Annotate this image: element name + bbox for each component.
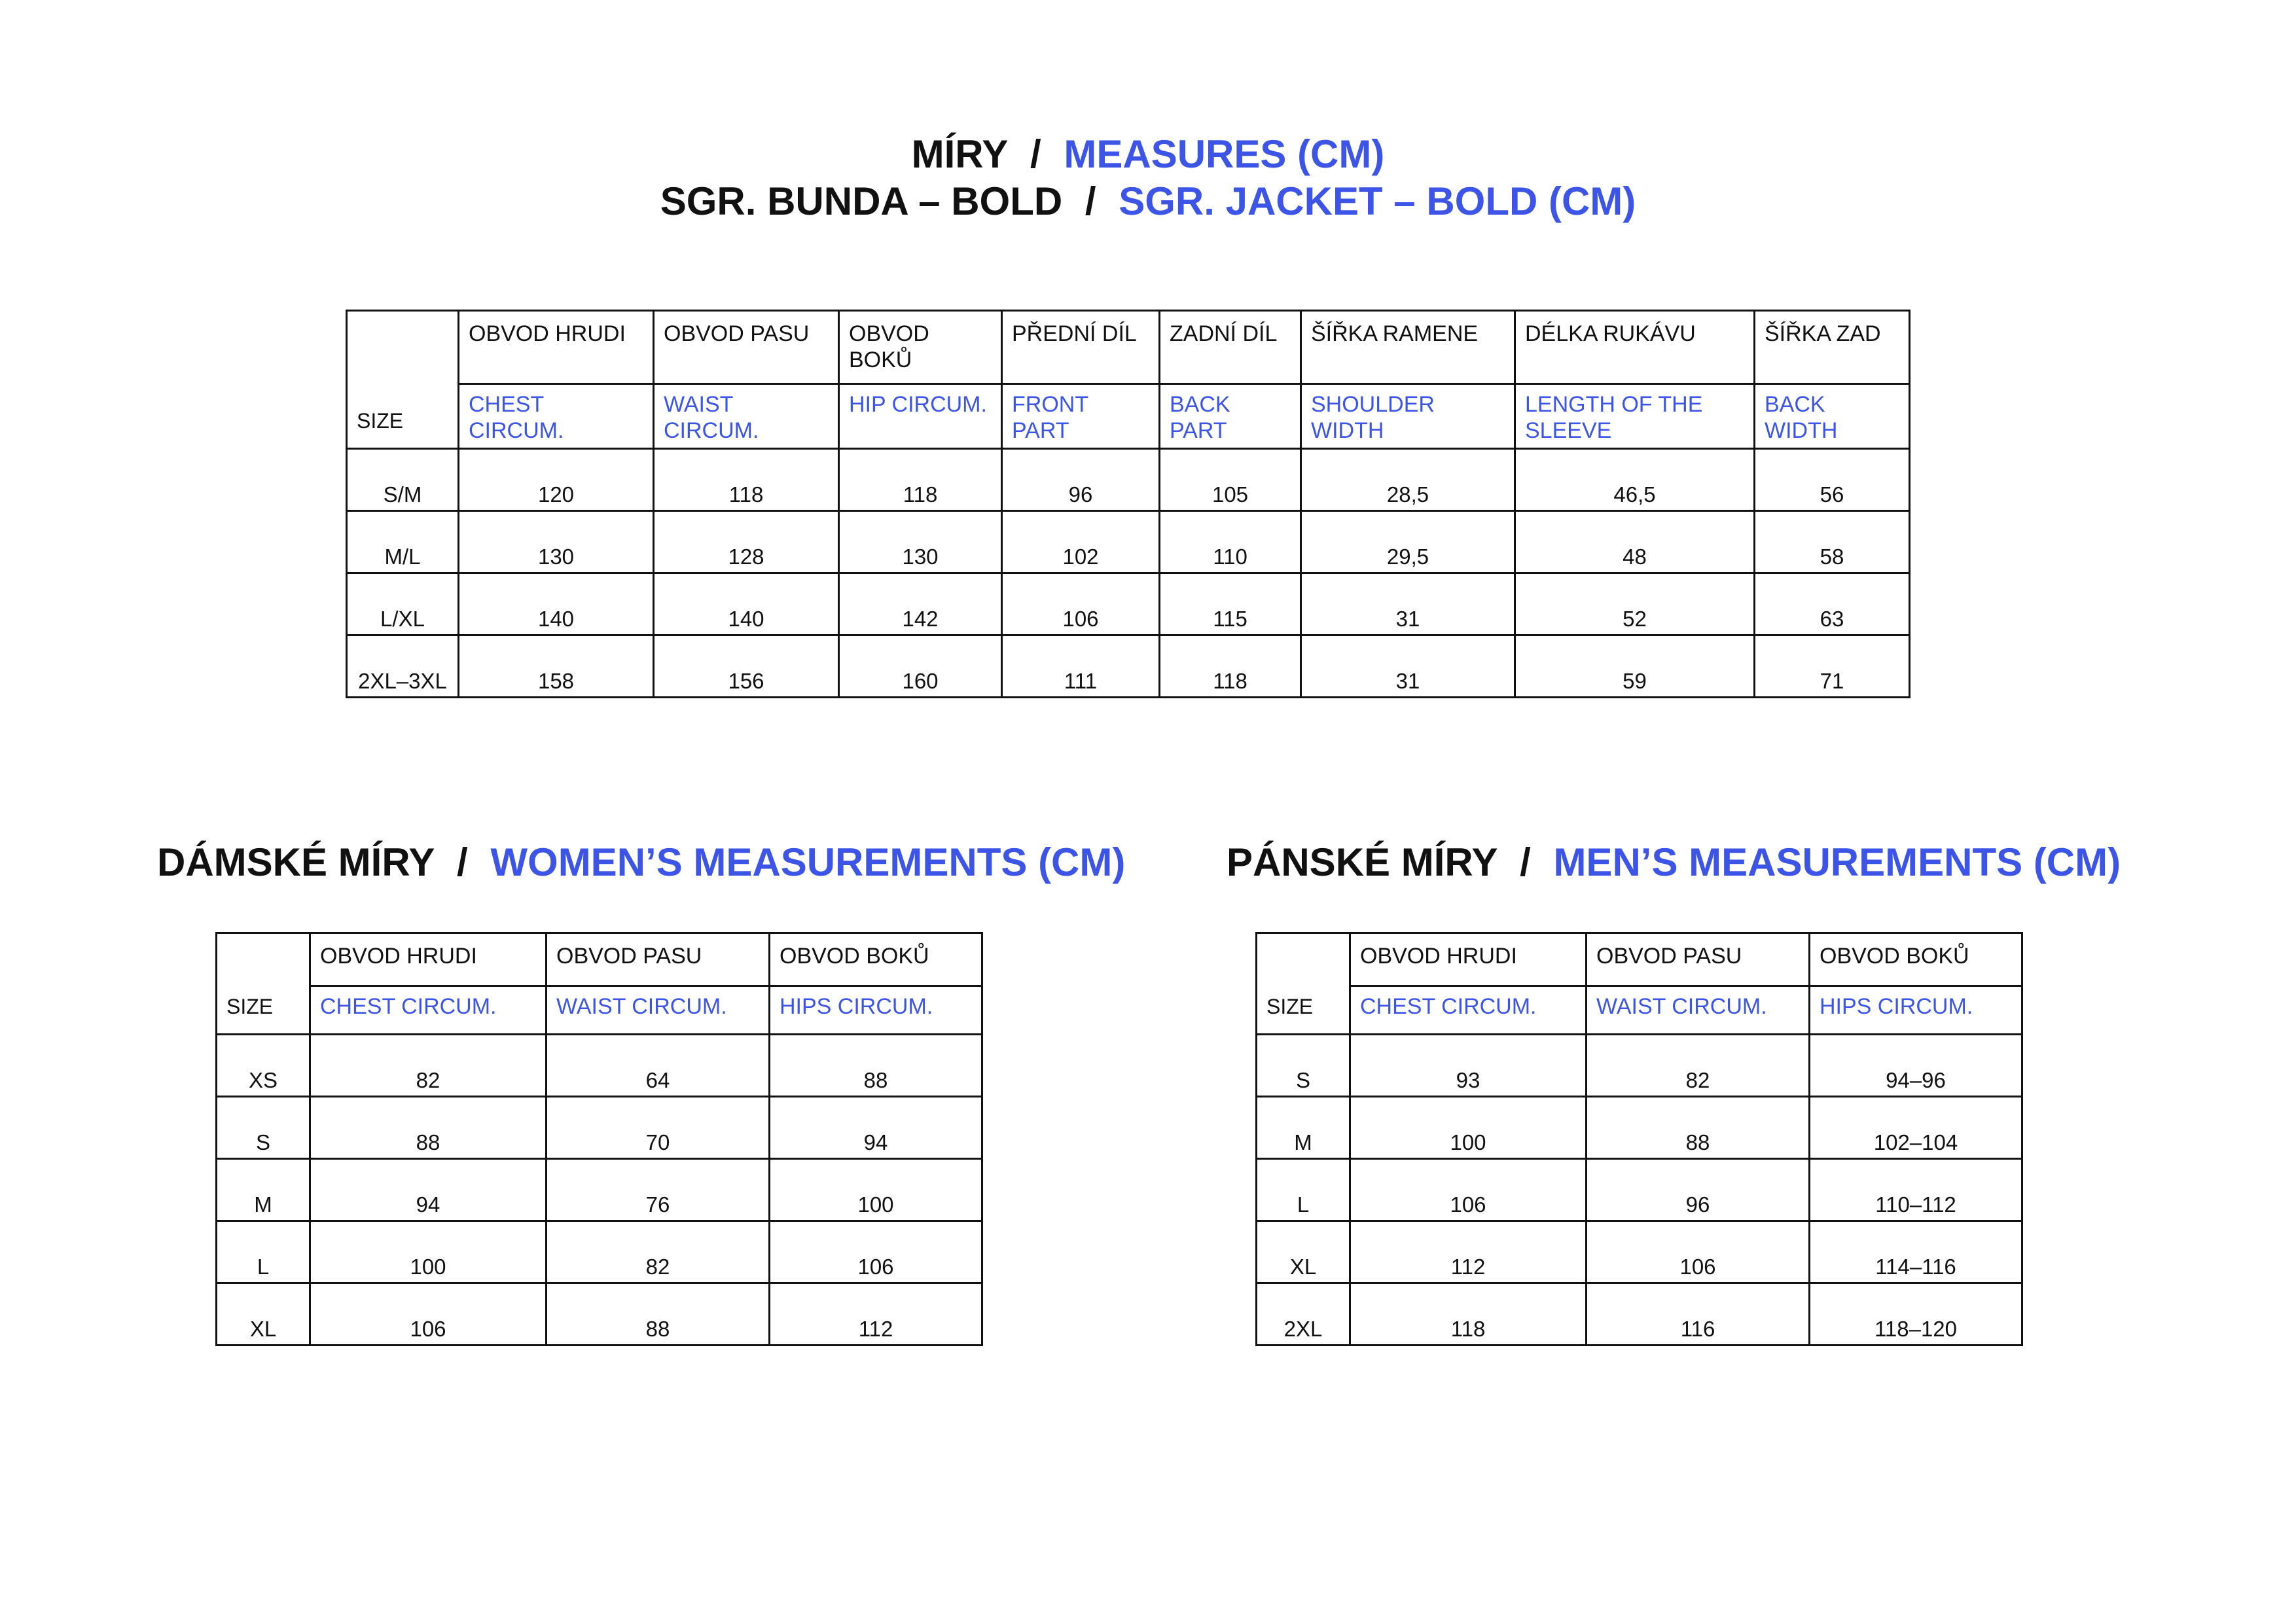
column-header-cz: OBVOD PASU [547,933,770,986]
header-row-cz [347,311,1910,384]
value-cell: 88 [547,1283,770,1346]
women-size-table [215,932,983,1346]
women-title-cz: DÁMSKÉ MÍRY [157,840,435,884]
table-row [347,635,1910,698]
table-row [1257,1035,2022,1097]
size-cell: XL [1257,1221,1350,1283]
column-header-cz: ŠÍŘKA RAMENE [1301,311,1515,384]
value-cell: 156 [654,635,839,698]
jacket-size-table [346,310,1910,698]
column-header-cz: OBVOD BOKŮ [770,933,982,986]
value-cell: 118–120 [1810,1283,2022,1346]
column-header-en: HIP CIRCUM. [839,384,1002,449]
value-cell: 120 [459,449,654,511]
value-cell: 102–104 [1810,1097,2022,1159]
column-header-cz: OBVOD HRUDI [1350,933,1587,986]
column-header-cz: OBVOD HRUDI [310,933,547,986]
value-cell: 48 [1515,511,1755,573]
value-cell: 112 [1350,1221,1587,1283]
value-cell: 76 [547,1159,770,1221]
value-cell: 118 [1350,1283,1587,1346]
header-row-en [217,986,982,1035]
table-row [217,1283,982,1346]
table-row [347,449,1910,511]
value-cell: 70 [547,1097,770,1159]
value-cell: 94 [770,1097,982,1159]
men-title-separator: / [1520,840,1531,884]
value-cell: 110–112 [1810,1159,2022,1221]
table-row [217,1035,982,1097]
header-row-en [347,384,1910,449]
value-cell: 118 [654,449,839,511]
value-cell: 111 [1002,635,1160,698]
value-cell: 96 [1587,1159,1810,1221]
column-header-en: CHEST CIRCUM. [1350,986,1587,1035]
value-cell: 102 [1002,511,1160,573]
page-title [0,131,2296,225]
size-cell: 2XL–3XL [347,635,459,698]
value-cell: 106 [1002,573,1160,635]
value-cell: 82 [547,1221,770,1283]
size-cell: L/XL [347,573,459,635]
header-row-cz [1257,933,2022,986]
value-cell: 29,5 [1301,511,1515,573]
column-header-en: FRONT PART [1002,384,1160,449]
size-column-header: SIZE [1257,933,1350,1035]
value-cell: 160 [839,635,1002,698]
men-size-table [1255,932,2023,1346]
value-cell: 100 [1350,1097,1587,1159]
size-cell: S/M [347,449,459,511]
value-cell: 100 [770,1159,982,1221]
column-header-cz: PŘEDNÍ DÍL [1002,311,1160,384]
title-en-measures: MEASURES (CM) [1064,132,1385,176]
size-cell: S [1257,1035,1350,1097]
value-cell: 31 [1301,573,1515,635]
column-header-en: BACK PART [1160,384,1301,449]
size-column-header: SIZE [217,933,310,1035]
value-cell: 140 [459,573,654,635]
table-row [1257,1283,2022,1346]
column-header-en: WAIST CIRCUM. [1587,986,1810,1035]
column-header-cz: OBVOD BOKŮ [839,311,1002,384]
column-header-en: SHOULDER WIDTH [1301,384,1515,449]
women-title-separator: / [457,840,468,884]
table-row [217,1097,982,1159]
size-cell: L [1257,1159,1350,1221]
women-title-en: WOMEN’S MEASUREMENTS (CM) [490,840,1126,884]
value-cell: 63 [1755,573,1910,635]
value-cell: 52 [1515,573,1755,635]
value-cell: 82 [1587,1035,1810,1097]
men-title-cz: PÁNSKÉ MÍRY [1227,840,1498,884]
value-cell: 59 [1515,635,1755,698]
value-cell: 88 [310,1097,547,1159]
size-cell: S [217,1097,310,1159]
column-header-cz: ŠÍŘKA ZAD [1755,311,1910,384]
table-row [1257,1097,2022,1159]
column-header-cz: OBVOD PASU [654,311,839,384]
value-cell: 112 [770,1283,982,1346]
title-line-1 [0,131,2296,178]
value-cell: 118 [839,449,1002,511]
value-cell: 130 [839,511,1002,573]
value-cell: 82 [310,1035,547,1097]
value-cell: 140 [654,573,839,635]
size-cell: L [217,1221,310,1283]
table-row [347,511,1910,573]
value-cell: 158 [459,635,654,698]
value-cell: 93 [1350,1035,1587,1097]
value-cell: 94 [310,1159,547,1221]
value-cell: 96 [1002,449,1160,511]
column-header-cz: OBVOD PASU [1587,933,1810,986]
table-row [217,1221,982,1283]
table-row [217,1159,982,1221]
value-cell: 116 [1587,1283,1810,1346]
header-row-en [1257,986,2022,1035]
table-row [1257,1159,2022,1221]
size-cell: M [1257,1097,1350,1159]
value-cell: 71 [1755,635,1910,698]
value-cell: 106 [310,1283,547,1346]
value-cell: 105 [1160,449,1301,511]
value-cell: 110 [1160,511,1301,573]
value-cell: 28,5 [1301,449,1515,511]
column-header-en: LENGTH OF THE SLEEVE [1515,384,1755,449]
value-cell: 106 [1350,1159,1587,1221]
size-cell: M/L [347,511,459,573]
value-cell: 56 [1755,449,1910,511]
size-cell: XL [217,1283,310,1346]
title-cz-product: SGR. BUNDA – BOLD [660,179,1063,223]
title-line-2 [0,178,2296,225]
value-cell: 142 [839,573,1002,635]
women-section-title [157,839,1125,886]
column-header-en: CHEST CIRCUM. [459,384,654,449]
value-cell: 115 [1160,573,1301,635]
column-header-en: HIPS CIRCUM. [1810,986,2022,1035]
title-separator: / [1030,132,1041,176]
table-row [1257,1221,2022,1283]
value-cell: 106 [770,1221,982,1283]
size-column-header: SIZE [347,311,459,449]
header-row-cz [217,933,982,986]
value-cell: 88 [770,1035,982,1097]
value-cell: 58 [1755,511,1910,573]
title-separator: / [1085,179,1096,223]
column-header-en: WAIST CIRCUM. [654,384,839,449]
column-header-en: BACK WIDTH [1755,384,1910,449]
value-cell: 31 [1301,635,1515,698]
value-cell: 100 [310,1221,547,1283]
table-row [347,573,1910,635]
column-header-cz: OBVOD BOKŮ [1810,933,2022,986]
value-cell: 94–96 [1810,1035,2022,1097]
column-header-en: WAIST CIRCUM. [547,986,770,1035]
value-cell: 106 [1587,1221,1810,1283]
column-header-cz: OBVOD HRUDI [459,311,654,384]
value-cell: 114–116 [1810,1221,2022,1283]
men-title-en: MEN’S MEASUREMENTS (CM) [1553,840,2121,884]
value-cell: 46,5 [1515,449,1755,511]
column-header-en: HIPS CIRCUM. [770,986,982,1035]
title-cz-measures: MÍRY [911,132,1008,176]
value-cell: 88 [1587,1097,1810,1159]
value-cell: 64 [547,1035,770,1097]
size-cell: 2XL [1257,1283,1350,1346]
title-en-product: SGR. JACKET – BOLD (CM) [1119,179,1636,223]
size-cell: XS [217,1035,310,1097]
men-section-title [1227,839,2121,886]
column-header-cz: DÉLKA RUKÁVU [1515,311,1755,384]
column-header-en: CHEST CIRCUM. [310,986,547,1035]
value-cell: 118 [1160,635,1301,698]
column-header-cz: ZADNÍ DÍL [1160,311,1301,384]
value-cell: 130 [459,511,654,573]
value-cell: 128 [654,511,839,573]
size-cell: M [217,1159,310,1221]
